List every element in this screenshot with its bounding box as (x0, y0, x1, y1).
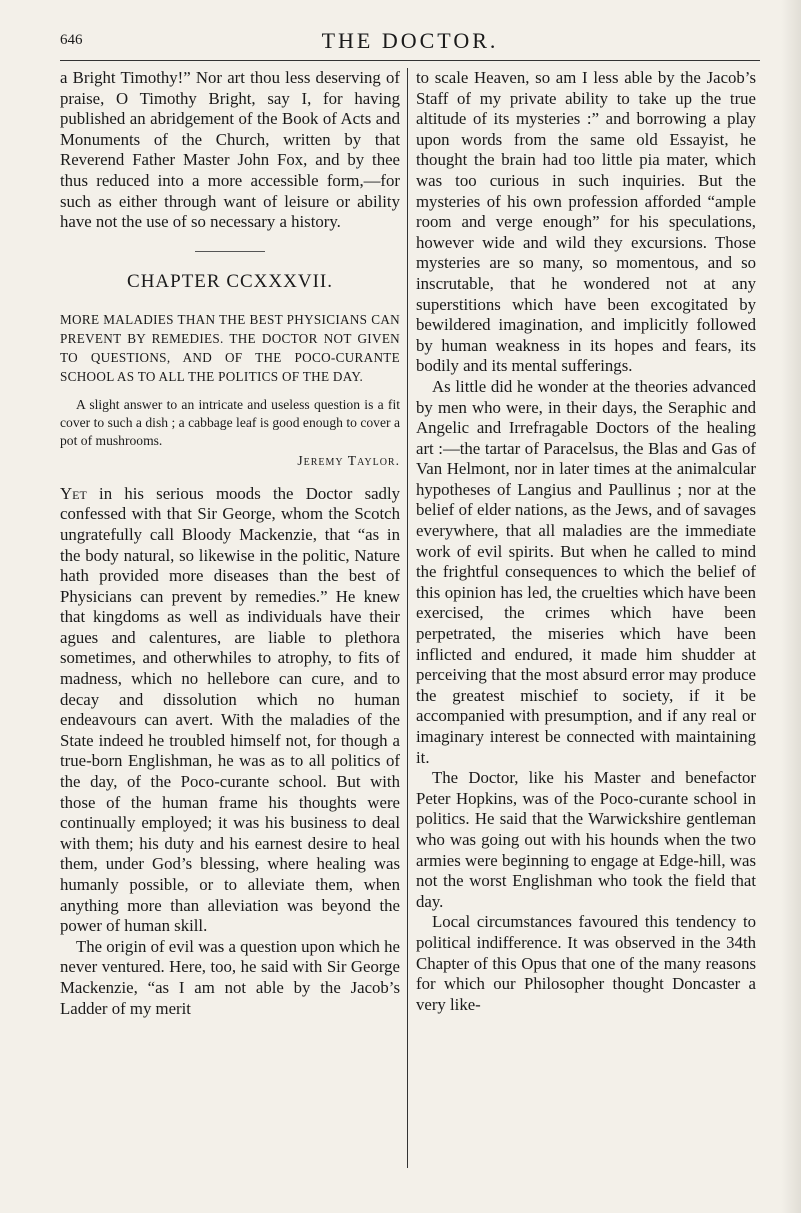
right-paragraph-3: The Doctor, like his Master and benefactor Peter Hopkins, was of the Poco-curante school in politics. He said that the Warwickshire gentleman who was going out with his hounds when the two armies were beginning to engage at Edge-hill, was not the worst Englishman who took the field that day. (416, 768, 756, 911)
right-paragraph-1: to scale Heaven, so am I less able by the Jacob’s Staff of my private ability to take up the true altitude of its mysteries :” and borrowing a play upon words from the same old Essayist, he thought the brain had too little pia mater, which was too curious in such inquiries. But the mysteries of his own profession afforded “ample room and verge enough” for his speculations, however wide and wild they excursions. Those mysteries are so many, so momentous, and so inscrutable, that he wondered not at any superstitions which have been excogitated by bewildered imagination, and implicitly followed by human weakness in its hopes and fears, its bodily and its mental sufferings. (416, 68, 756, 376)
running-title: THE DOCTOR. (321, 28, 499, 53)
chapter-title: CHAPTER CCXXXVII. (127, 270, 333, 292)
left-paragraph-2-body: in his serious moods the Doctor sadly confessed with that Sir George, whom the Scotch ungratefully call Bloody Mackenzie, that “as in the body natural, so likewise in the politic, Nature hath provided more diseases than the best of Physicians can prevent by remedies.” He knew that kingdoms as well as individuals have their agues and calentures, are liable to plethora sometimes, and otherwhiles to atrophy, to fits of madness, which no hellebore can cure, and to decay and dissolution which no human endeavours can avert. With the maladies of the State indeed he troubled himself not, for though a true-born Englishman, he was as to all politics of the day, of the Poco-curante school. But with those of the human frame his thoughts were continually employed; it was his business to deal with them; his duty and his earnest desire to heal them, under God’s blessing, where healing was humanly possible, or to alleviate them, when anything more than alleviation was beyond the power of human skill. (60, 483, 400, 936)
section-divider (195, 251, 265, 252)
page-number: 646 (60, 32, 83, 48)
epigraph (60, 396, 400, 449)
opening-word: Yet (60, 483, 87, 503)
right-paragraph-2: As little did he wonder at the theories advanced by men who were, in their days, the Seraphic and Angelic and Irrefragable Doctors of the healing art :—the tartar of Paracelsus, the Blas and Gas of Van Helmont, nor in later times at the animalcular hypotheses of Langius and Paullinus ; nor at the belief of elder nations, as the Jews, and of savages everywhere, that all maladies are the immediate work of evil spirits. But when he called to mind the frightful consequences to which the belief of this opinion has led, the cruelties which have been exercised, the crimes which have been perpetrated, the miseries which have been inflicted and endured, it made him shudder at perceiving that the most absurd error may produce the greatest mischief to society, if it be accompanied with presumption, and if any real or imaginary interest be connected with maintaining it. (416, 376, 756, 767)
text-columns (60, 68, 760, 1176)
epigraph-attribution: Jeremy Taylor. (297, 453, 400, 469)
left-paragraph-2 (60, 484, 400, 937)
left-column (60, 68, 400, 1176)
column-divider (407, 68, 408, 1168)
book-page (60, 20, 760, 1180)
left-paragraph-3: The origin of evil was a question upon which he never ventured. Here, too, he said with Sir George Mackenzie, “as I am not able by the Jacob’s Ladder of my merit (60, 936, 400, 1018)
epigraph-text: A slight answer to an intricate and useless question is a fit cover to such a dish ; a cabbage leaf is good enough to cover a pot of mushrooms. (60, 397, 400, 448)
left-paragraph-1: a Bright Timothy!” Nor art thou less deserving of praise, O Timothy Bright, say I, for having published an abridgement of the Book of Acts and Monuments of the Church, written by that Reverend Father Master John Fox, and by thee thus reduced into a more accessible form,—for such as either through want of leisure or ability have not the use of so necessary a history. (60, 68, 400, 232)
right-column (416, 68, 756, 1176)
chapter-subtitle: MORE MALADIES THAN THE BEST PHYSICIANS CAN PREVENT BY REMEDIES. THE DOCTOR NOT GIVEN TO QUESTIONS, AND OF THE POCO-CURANTE SCHOOL AS TO ALL THE POLITICS OF THE DAY. (60, 312, 400, 385)
right-paragraph-4: Local circumstances favoured this tendency to political indifference. It was observed in the 34th Chapter of this Opus that one of the many reasons for which our Philosopher thought Doncaster a very like- (416, 912, 756, 1014)
page-header (60, 20, 760, 61)
page-edge-shadow (781, 0, 801, 1213)
